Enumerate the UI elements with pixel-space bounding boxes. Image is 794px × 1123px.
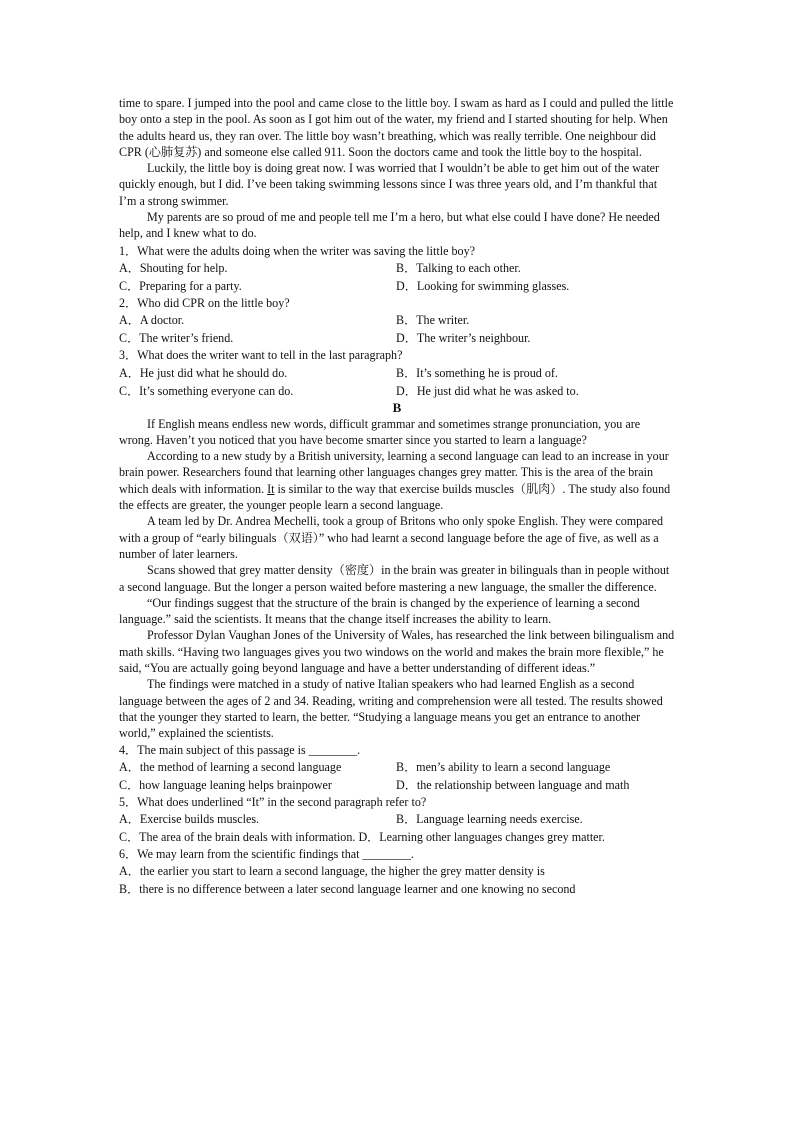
question-4-options — [119, 758, 675, 794]
option-d[interactable]: D．The writer’s neighbour. — [396, 331, 531, 346]
exam-page — [119, 95, 675, 898]
option-a[interactable]: A．the earlier you start to learn a second language, the higher the grey matter density is — [119, 864, 545, 879]
p2-text-after: is similar to the way that exercise builds muscles（肌肉）. The study also found the effects are greater, the younger people learn a second language. — [119, 481, 671, 513]
question-1-options — [119, 259, 675, 295]
question-3-stem: 3．What does the writer want to tell in the last paragraph? — [119, 348, 403, 363]
option-d[interactable]: D．the relationship between language and math — [396, 777, 630, 792]
option-c-and-d[interactable]: C．The area of the brain deals with information. D．Learning other languages changes grey matter. — [119, 830, 605, 845]
option-a[interactable]: A．the method of learning a second language — [119, 759, 342, 774]
option-a[interactable]: A．Shouting for help. — [119, 260, 228, 275]
option-b[interactable]: B．Talking to each other. — [396, 260, 521, 275]
option-b[interactable]: B．It’s something he is proud of. — [396, 365, 558, 380]
passage-b-paragraph-1: If English means endless new words, difficult grammar and sometimes strange pronunciation, you are wrong. Haven’t you noticed that you have become smarter since you started to learn a language? — [119, 416, 641, 447]
passage-b-paragraph-7: The findings were matched in a study of native Italian speakers who had learned English as a second language between the ages of 2 and 34. Reading, writing and comprehension were all tested. The results showed that the younger they started to learn, the better. “Studying a language means you get an entrance to another world,” explained the scientists. — [119, 677, 663, 741]
option-b[interactable]: B．men’s ability to learn a second language — [396, 759, 611, 774]
question-4-stem: 4．The main subject of this passage is ________. — [119, 742, 361, 757]
underlined-it: It — [267, 481, 275, 496]
option-c[interactable]: C．Preparing for a party. — [119, 278, 242, 293]
option-c[interactable]: C．The writer’s friend. — [119, 331, 234, 346]
passage-a-paragraph-3: My parents are so proud of me and people tell me I’m a hero, but what else could I have done? He needed help, and I knew what to do. — [119, 210, 660, 241]
question-5-options — [119, 810, 675, 846]
passage-b-paragraph-2 — [119, 448, 675, 513]
question-3-options — [119, 364, 675, 400]
p2-text-before: According to a new study by a British university, learning a second language can lead to an increase in your brain power. Researchers found that learning other languages changes grey matter. This is the area of the brain which deals with information. — [119, 449, 669, 496]
passage-a-paragraph-1: time to spare. I jumped into the pool and came close to the little boy. I swam as hard as I could and pulled the little boy onto a step in the pool. As soon as I got him out of the water, my friend and I started shouting for help. When the adults heard us, they ran over. The little boy wasn’t breathing, which was really terrible. One neighbour did CPR (心肺复苏) and someone else called 911. Soon the doctors came and took the little boy to the hospital. — [119, 96, 674, 159]
option-b[interactable]: B．The writer. — [396, 313, 470, 328]
option-a[interactable]: A．Exercise builds muscles. — [119, 812, 260, 827]
option-d[interactable]: D．He just did what he was asked to. — [396, 383, 579, 398]
passage-b-paragraph-6: Professor Dylan Vaughan Jones of the University of Wales, has researched the link between bilingualism and math skills. “Having two languages gives you two windows on the world and makes the brain more flexible,” he said, “You are actually going beyond language and have a better understanding of different ideas.” — [119, 628, 675, 676]
question-6-options — [119, 862, 675, 898]
option-b[interactable]: B．there is no difference between a later second language learner and one knowing no second — [119, 882, 576, 897]
passage-b-paragraph-3: A team led by Dr. Andrea Mechelli, took a group of Britons who only spoke English. They were compared with a group of “early bilinguals（双语）” who had learnt a second language before the age of five, as well as a number of later learners. — [119, 514, 664, 561]
question-6-stem: 6．We may learn from the scientific findings that ________. — [119, 847, 414, 862]
passage-a-paragraph-2: Luckily, the little boy is doing great now. I was worried that I wouldn’t be able to get him out of the water quickly enough, but I did. I’ve been taking swimming lessons since I was three years old, and I’m thankful that I’m a strong swimmer. — [119, 161, 660, 208]
option-d[interactable]: D．Looking for swimming glasses. — [396, 278, 570, 293]
question-2-stem: 2．Who did CPR on the little boy? — [119, 295, 290, 310]
option-a[interactable]: A．A doctor. — [119, 313, 185, 328]
passage-b-paragraph-5: “Our findings suggest that the structure of the brain is changed by the experience of learning a second language.” said the scientists. It means that the change itself increases the ability to learn. — [119, 595, 640, 627]
option-c[interactable]: C．It’s something everyone can do. — [119, 383, 294, 398]
passage-b-paragraph-4: Scans showed that grey matter density（密度）in the brain was greater in bilinguals than in people without a second language. But the longer a person waited before mastering a new language, the smaller the difference. — [119, 563, 670, 594]
option-c[interactable]: C．how language leaning helps brainpower — [119, 777, 332, 792]
question-1-stem: 1．What were the adults doing when the writer was saving the little boy? — [119, 243, 475, 258]
option-a[interactable]: A．He just did what he should do. — [119, 365, 288, 380]
question-5-stem: 5．What does underlined “It” in the second paragraph refer to? — [119, 794, 427, 809]
option-b[interactable]: B．Language learning needs exercise. — [396, 812, 583, 827]
question-2-options — [119, 311, 675, 347]
passage-b-title: B — [392, 399, 402, 415]
